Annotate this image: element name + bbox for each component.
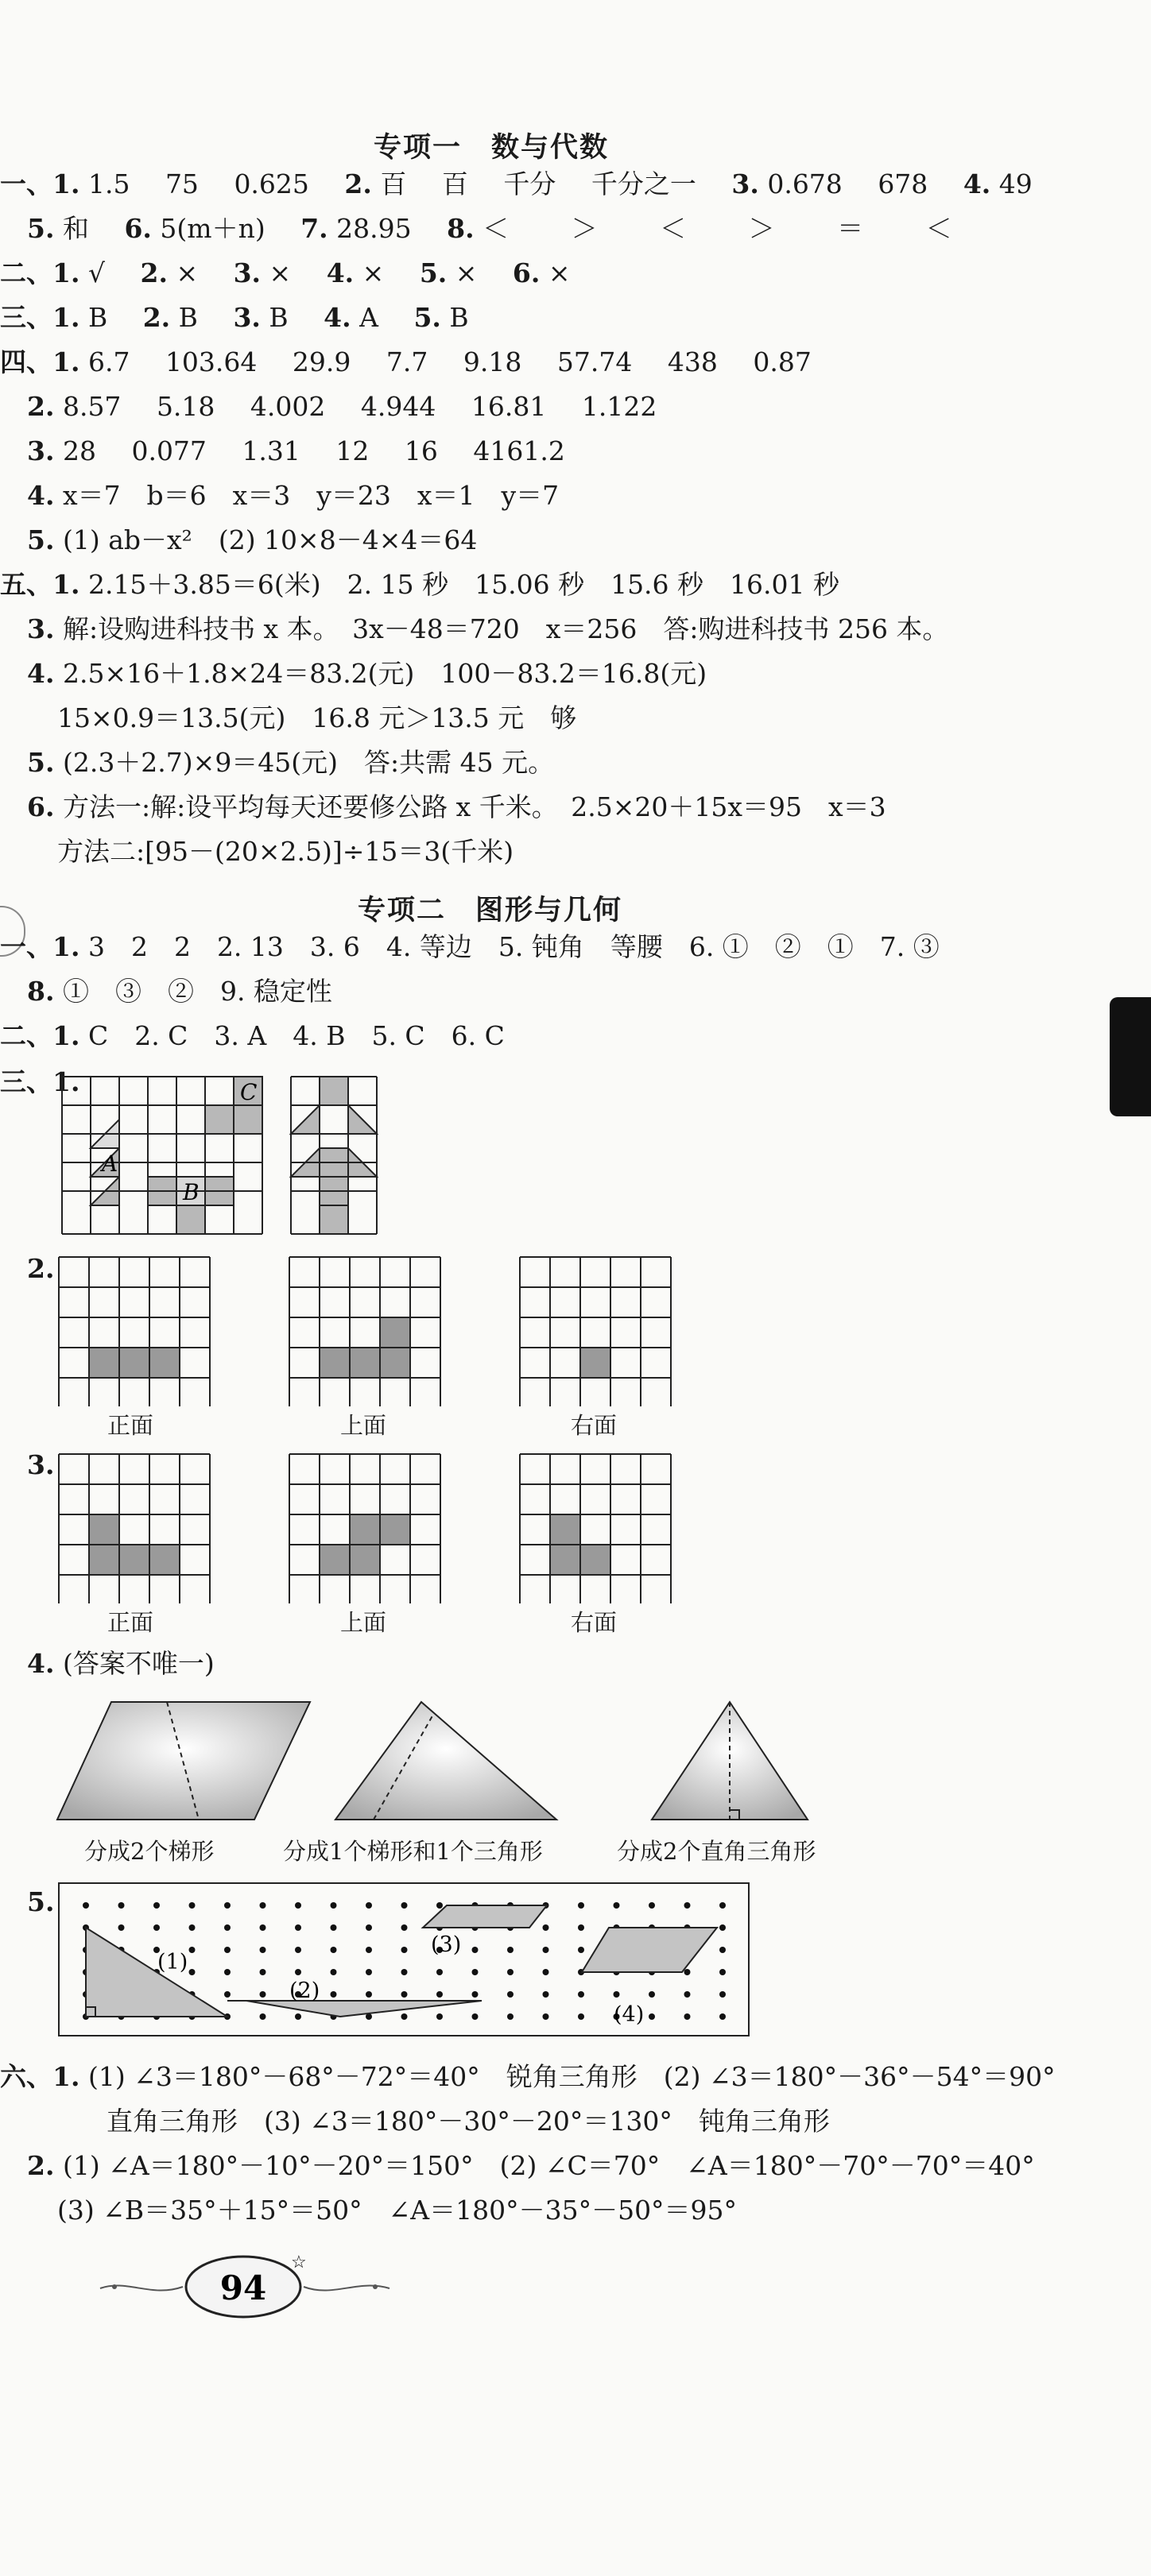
grid-lines [520, 1257, 671, 1406]
caption-shape-1: 分成2个梯形 [84, 1838, 215, 1865]
grid-dot [472, 2013, 479, 2020]
shaded-cell [119, 1348, 149, 1378]
s2-q3-num: 三、1. [0, 1066, 80, 1097]
shape-2 [227, 2001, 482, 2017]
triangle-shape-1 [335, 1702, 556, 1820]
grid-dot [472, 1991, 479, 1998]
s1-q1-line2: 5. 和 6. 5(m＋n) 7. 28.95 8. ＜ ＞ ＜ ＞ ＝ ＜ [27, 213, 952, 244]
grid-dot [543, 1991, 549, 1998]
s2-q1-line2: 8. ① ③ ② 9. 稳定性 [27, 976, 332, 1007]
grid-dot [260, 1947, 266, 1953]
grid-dot [295, 1969, 301, 1975]
shaded-cell [350, 1348, 380, 1378]
grid-dot [189, 1969, 196, 1975]
grid-dot [543, 1969, 549, 1975]
grid-dot [224, 1969, 231, 1975]
s2-q6-2b: (3) ∠B＝35°＋15°＝50° ∠A＝180°－35°－50°＝95° [57, 2195, 738, 2226]
shaded-cell [350, 1514, 380, 1545]
grid-dot [543, 1947, 549, 1953]
grid-dot [649, 2013, 655, 2020]
grid-dot [118, 1902, 125, 1909]
grid-lines [59, 1454, 210, 1603]
shaded-cell [380, 1514, 410, 1545]
shaded-cell [89, 1514, 119, 1545]
grid-dot [331, 1991, 337, 1998]
grid-dot [578, 1902, 584, 1909]
transform-grid [57, 1074, 423, 1249]
grid-dot [614, 1902, 620, 1909]
page-number-badge [95, 2250, 397, 2322]
grid-dot [543, 2013, 549, 2020]
shape-4 [582, 1928, 717, 1972]
view-front-3 [57, 1452, 216, 1603]
grid-dot [578, 1924, 584, 1931]
s1-q4-2: 2. 8.57 5.18 4.002 4.944 16.81 1.122 [27, 391, 657, 422]
grid-dot [260, 1902, 266, 1909]
view-right-3 [518, 1452, 677, 1603]
grid-dot [684, 1991, 691, 1998]
s2-q6-2a: 2. (1) ∠A＝180°－10°－20°＝150° (2) ∠C＝70° ∠A＝180°－70°－70°＝40° [27, 2150, 1035, 2181]
s1-q4-1: 四、1. 6.7 103.64 29.9 7.7 9.18 57.74 438 0.87 [0, 346, 812, 377]
caption-top-2: 上面 [340, 1412, 387, 1439]
s2-q4: 4. (答案不唯一) [27, 1648, 215, 1679]
grid-dot [366, 1924, 372, 1931]
grid-dot [719, 2013, 726, 2020]
grid-dot [224, 1947, 231, 1953]
triangle-shape-2 [652, 1702, 808, 1820]
caption-right-3: 右面 [571, 1609, 618, 1636]
page-number: 94 [219, 2269, 267, 2307]
grid-dot [189, 1947, 196, 1953]
label-3: (3) [431, 1932, 462, 1957]
grid-dot [331, 1969, 337, 1975]
shaded-cell [550, 1514, 580, 1545]
s2-q2: 二、1. C 2. C 3. A 4. B 5. C 6. C [0, 1020, 505, 1051]
grid-dot [260, 1991, 266, 1998]
label-b: B [183, 1179, 200, 1205]
shape-3 [423, 1905, 547, 1928]
shape-1 [86, 1928, 227, 2017]
grid-dot [578, 1991, 584, 1998]
grid-dot [436, 1902, 443, 1909]
s1-q5-1: 五、1. 2.15＋3.85＝6(米) 2. 15 秒 15.06 秒 15.6 秒 16.01 秒 [0, 569, 839, 600]
grid-dot [719, 1991, 726, 1998]
s1-q5-3: 3. 解:设购进科技书 x 本。 3x－48＝720 x＝256 答:购进科技书 256 本。 [27, 613, 949, 644]
grid-dot [507, 2013, 513, 2020]
grid-dot [472, 1969, 479, 1975]
grid-lines [520, 1454, 671, 1603]
label-4: (4) [614, 2002, 645, 2027]
s1-q5-4b: 15×0.9＝13.5(元) 16.8 元＞13.5 元 够 [57, 702, 577, 733]
grid-dot [684, 1902, 691, 1909]
label-c: C [240, 1079, 258, 1105]
grid-dot [507, 1991, 513, 1998]
grid-dot [295, 2013, 301, 2020]
grid-dot [366, 1947, 372, 1953]
s1-q5-6a: 6. 方法一:解:设平均每天还要修公路 x 千米。 2.5×20＋15x＝95 x＝3 [27, 791, 886, 822]
grid-dot [507, 1947, 513, 1953]
grid-dot [614, 1991, 620, 1998]
shaded-cell [89, 1348, 119, 1378]
grid-dot [366, 1902, 372, 1909]
section1-title: 专项一 数与代数 [374, 131, 610, 164]
grid-dot [401, 1902, 408, 1909]
s2-q6-1a: 六、1. (1) ∠3＝180°－68°－72°＝40° 锐角三角形 (2) ∠3＝180°－36°－54°＝90° [0, 2061, 1056, 2092]
grid-dot [366, 1969, 372, 1975]
shaded-cell [379, 1317, 409, 1348]
label-a: A [102, 1151, 118, 1177]
label-2: (2) [289, 1978, 320, 2003]
grid-dot [224, 1902, 231, 1909]
grid-dot [401, 1924, 408, 1931]
shaded-cell [320, 1348, 350, 1378]
grid-dot [331, 1924, 337, 1931]
shaded-cell [149, 1545, 180, 1575]
grid-dot [83, 1902, 89, 1909]
grid-dot [436, 2013, 443, 2020]
grid-dot [260, 1969, 266, 1975]
view-front-2 [57, 1255, 216, 1406]
caption-front-2: 正面 [107, 1412, 154, 1439]
s1-q4-4: 4. x＝7 b＝6 x＝3 y＝23 x＝1 y＝7 [27, 480, 560, 511]
grid-dot [543, 1924, 549, 1931]
shaded-cell [580, 1545, 610, 1575]
shaded-cell [350, 1545, 380, 1575]
grid-dot [436, 1991, 443, 1998]
caption-right-2: 右面 [571, 1412, 618, 1439]
grid-dot [189, 1902, 196, 1909]
s1-q4-5: 5. (1) ab－x² (2) 10×8－4×4＝64 [27, 524, 478, 555]
s1-q3: 三、1. B 2. B 3. B 4. A 5. B [0, 302, 469, 333]
s1-q5-5: 5. (2.3＋2.7)×9＝45(元) 答:共需 45 元。 [27, 747, 555, 778]
grid-dot [331, 1947, 337, 1953]
caption-shape-3: 分成2个直角三角形 [617, 1838, 816, 1865]
grid-dot [331, 1902, 337, 1909]
grid-dot [401, 1969, 408, 1975]
caption-shape-2: 分成1个梯形和1个三角形 [283, 1838, 543, 1865]
star-icon: ☆ [291, 2253, 307, 2272]
grid-dot [472, 1947, 479, 1953]
grid-dot [224, 1991, 231, 1998]
grid-dot [719, 1902, 726, 1909]
shaded-cell [89, 1545, 119, 1575]
grid-dot [295, 1902, 301, 1909]
grid-dot [578, 2013, 584, 2020]
grid-dot [295, 1924, 301, 1931]
grid-dot [153, 1924, 160, 1931]
s1-q2: 二、1. √ 2. × 3. × 4. × 5. × 6. × [0, 257, 571, 288]
grid-dot [401, 2013, 408, 2020]
view-top-3 [288, 1452, 447, 1603]
grid-dot [153, 1902, 160, 1909]
dot-grid-figure [57, 1882, 754, 2040]
grid-dot [649, 1902, 655, 1909]
grid-dot [366, 1991, 372, 1998]
grid-lines [59, 1257, 210, 1406]
view-top-2 [288, 1255, 447, 1406]
grid-dot [684, 2013, 691, 2020]
grid-dot [578, 1947, 584, 1953]
s2-q3-2-num: 2. [27, 1253, 55, 1284]
grid-dot [118, 1924, 125, 1931]
grid-dot [295, 1947, 301, 1953]
shaded-cell [580, 1348, 610, 1378]
label-1: (1) [157, 1950, 188, 1975]
shaded-cell [320, 1545, 350, 1575]
shaded-cell [149, 1348, 179, 1378]
edge-tab [1110, 997, 1151, 1116]
grid-dot [507, 1969, 513, 1975]
split-shapes [56, 1692, 882, 1835]
shaded-cell [379, 1348, 409, 1378]
grid-dot [401, 1991, 408, 1998]
s1-q1-line1: 一、1. 1.5 75 0.625 2. 百 百 千分 千分之一 3. 0.678 678 4. 49 [0, 168, 1033, 199]
caption-front-3: 正面 [107, 1609, 154, 1636]
grid-dot [719, 1924, 726, 1931]
s1-q5-6b: 方法二:[95－(20×2.5)]÷15＝3(千米) [57, 836, 514, 867]
shaded-cell [119, 1545, 149, 1575]
grid-dot [401, 1947, 408, 1953]
grid-dot [436, 1969, 443, 1975]
grid-dot [684, 1969, 691, 1975]
shaded-cell [550, 1545, 580, 1575]
parallelogram-shape [57, 1702, 310, 1820]
s1-q5-4a: 4. 2.5×16＋1.8×24＝83.2(元) 100－83.2＝16.8(元) [27, 658, 707, 689]
grid-dot [189, 1924, 196, 1931]
grid-lines [289, 1257, 440, 1406]
view-right-2 [518, 1255, 677, 1406]
grid-dot [719, 1969, 726, 1975]
grid-dot [260, 1924, 266, 1931]
s2-q6-1b: 直角三角形 (3) ∠3＝180°－30°－20°＝130° 钝角三角形 [107, 2106, 830, 2137]
s2-q1-line1: 一、1. 3 2 2 2. 13 3. 6 4. 等边 5. 钝角 等腰 6. ① ② ① 7. ③ [0, 931, 940, 962]
s2-q3-3-num: 3. [27, 1449, 55, 1480]
grid-dot [719, 1947, 726, 1953]
grid-dot [224, 1924, 231, 1931]
grid-dot [649, 1991, 655, 1998]
section2-title: 专项二 图形与几何 [358, 894, 623, 926]
grid-dot [260, 2013, 266, 2020]
s1-q4-3: 3. 28 0.077 1.31 12 16 4161.2 [27, 435, 565, 466]
caption-top-3: 上面 [340, 1609, 387, 1636]
s2-q5-num: 5. [27, 1886, 55, 1917]
